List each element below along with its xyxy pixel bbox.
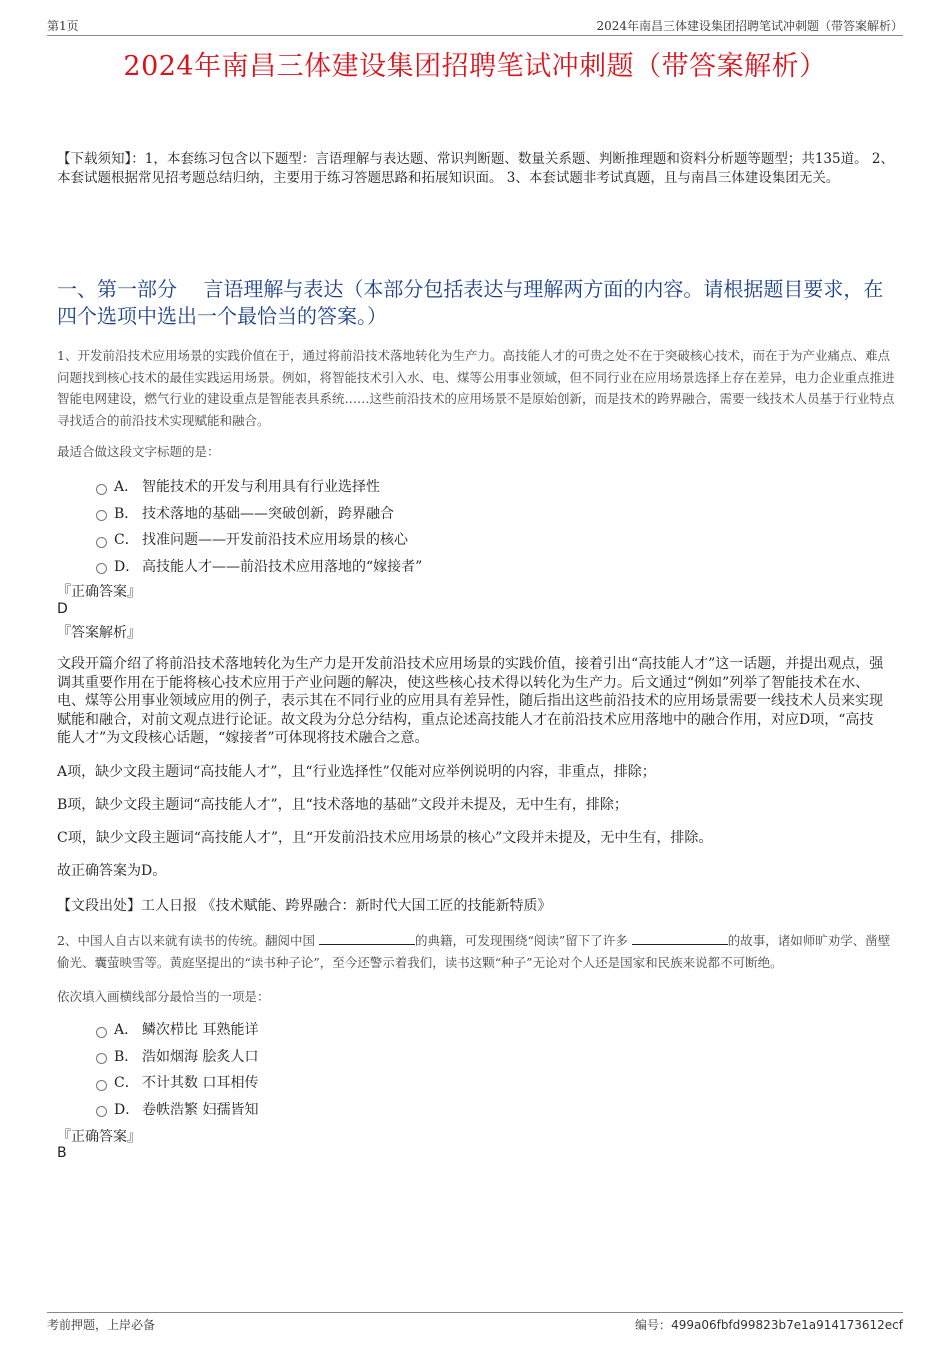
analysis-text: 文段开篇介绍了将前沿技术落地转化为生产力是开发前沿技术应用场景的实践价值，接着引出“高技能人才”这一话题，并提出观点，强调其重要作用在于能将核心技术应用于产业问题的解决，使这些核心技术得以转化为生产力。后文通过“例如”列举了智能技术在水、电、煤等公用事业领域应用的例子，表示其在不同行业的应用具有差异性，随后指出这些前沿技术的应用场景需要一线技术人员来实现赋能和融合，对前文观点进行论证。故文段为分总分结构，重点论述高技能人才在前沿技术应用落地中的融合作用，对应D项，“高技能人才”为文段核心话题，“嫁接者”可体现将技术融合之意。 bbox=[57, 656, 884, 747]
radio-icon[interactable] bbox=[96, 537, 107, 548]
fill-blank-1 bbox=[319, 932, 415, 945]
question-2-text-part3: 的故事，诸如师旷劝学、凿壁偷光、囊萤映雪等。黄庭坚提出的“读书种子论”，至今还警示着我们，读书这颗“种子”无论对个人还是国家和民族来说都不可断绝。 bbox=[57, 933, 891, 970]
radio-icon[interactable] bbox=[96, 1027, 107, 1038]
document-code-value: 499a06fbfd99823b7e1a914173612ecf bbox=[671, 1318, 903, 1332]
analysis-label: 『答案解析』 bbox=[57, 625, 141, 641]
page-footer bbox=[47, 1312, 903, 1333]
analysis-text: 故正确答案为D。 bbox=[57, 863, 167, 879]
option-text: 技术落地的基础——突破创新，跨界融合 bbox=[142, 505, 394, 522]
analysis-option-c bbox=[57, 829, 885, 848]
option-text: 高技能人才——前沿技术应用落地的“嫁接者” bbox=[142, 558, 423, 575]
document-code bbox=[635, 1316, 903, 1333]
radio-icon[interactable] bbox=[96, 1053, 107, 1064]
option-text: 浩如烟海 脍炙人口 bbox=[142, 1048, 259, 1065]
radio-icon[interactable] bbox=[96, 1080, 107, 1091]
option-c[interactable] bbox=[96, 1069, 258, 1096]
option-letter: C． bbox=[114, 1075, 139, 1092]
analysis-option-a bbox=[57, 763, 885, 782]
option-text: 鳞次栉比 耳熟能详 bbox=[142, 1022, 259, 1039]
option-letter: A． bbox=[114, 479, 139, 496]
analysis-text: B项，缺少文段主题词“高技能人才”，且“技术落地的基础”文段并未提及，无中生有，排除； bbox=[57, 797, 628, 813]
option-letter: B． bbox=[114, 505, 139, 522]
question-1-prompt: 最适合做这段文字标题的是： bbox=[57, 444, 220, 459]
document-title: 2024年南昌三体建设集团招聘笔试冲刺题（带答案解析） bbox=[123, 51, 827, 82]
option-d[interactable] bbox=[96, 553, 422, 580]
footer-slogan: 考前押题，上岸必备 bbox=[47, 1318, 156, 1332]
download-notice: 【下载须知】：1，本套练习包含以下题型：言语理解与表达题、常识判断题、数量关系题、判断推理题和资料分析题等题型；共135道。 2、本套试题根据常见招考题总结归纳，主要用于练习答题思路和拓展知识面。 3、本套试题非考试真题，且与南昌三体建设集团无关。 bbox=[57, 151, 894, 186]
option-letter: D． bbox=[114, 1101, 140, 1118]
passage-source bbox=[57, 897, 885, 916]
radio-icon[interactable] bbox=[96, 563, 107, 574]
fill-blank-2 bbox=[632, 932, 728, 945]
option-letter: D． bbox=[114, 558, 140, 575]
radio-icon[interactable] bbox=[96, 510, 107, 521]
question-2-text bbox=[57, 930, 902, 973]
running-title: 2024年南昌三体建设集团招聘笔试冲刺题（带答案解析） bbox=[596, 19, 903, 33]
option-text: 不计其数 口耳相传 bbox=[142, 1075, 259, 1092]
question-2-text-part2: 的典籍，可发现围绕“阅读”留下了许多 bbox=[414, 933, 632, 948]
question-1-text: 1、开发前沿技术应用场景的实践价值在于，通过将前沿技术落地转化为生产力。高技能人才的可贵之处不在于突破核心技术，而在于为产业痛点、难点问题找到核心技术的最佳实践运用场景。例如，将智能技术引入水、电、煤等公用事业领域，但不同行业在应用场景选择上存在差异，电力企业重点推进智能电网建设，燃气行业的建设重点是智能表具系统……这些前沿技术的应用场景不是原始创新，而是技术的跨界融合，需要一线技术人员基于行业特点寻找适合的前沿技术实现赋能和融合。 bbox=[57, 348, 895, 428]
analysis-option-b bbox=[57, 796, 885, 815]
option-a[interactable] bbox=[96, 1016, 258, 1043]
analysis-text: 【文段出处】工人日报 《技术赋能、跨界融合：新时代大国工匠的技能新特质》 bbox=[57, 898, 552, 914]
radio-icon[interactable] bbox=[96, 1106, 107, 1117]
answer-label: 『正确答案』 bbox=[57, 584, 141, 600]
question-1-options bbox=[96, 473, 422, 579]
section-title: 一、第一部分 言语理解与表达（本部分包括表达与理解两方面的内容。请根据题目要求，在四个选项中选出一个最恰当的答案。） bbox=[57, 277, 884, 328]
correct-answer: B bbox=[57, 1145, 67, 1161]
answer-label: 『正确答案』 bbox=[57, 1129, 141, 1145]
option-a[interactable] bbox=[96, 473, 422, 500]
option-d[interactable] bbox=[96, 1096, 258, 1123]
option-text: 卷帙浩繁 妇孺皆知 bbox=[142, 1101, 259, 1118]
question-2-prompt: 依次填入画横线部分最恰当的一项是： bbox=[57, 989, 270, 1004]
option-letter: C． bbox=[114, 532, 139, 549]
option-text: 智能技术的开发与利用具有行业选择性 bbox=[142, 479, 380, 496]
page-number: 第1页 bbox=[47, 19, 79, 33]
option-letter: B． bbox=[114, 1048, 139, 1065]
question-2-options bbox=[96, 1016, 258, 1122]
option-b[interactable] bbox=[96, 1043, 258, 1070]
option-letter: A． bbox=[114, 1022, 139, 1039]
option-b[interactable] bbox=[96, 500, 422, 527]
page-header bbox=[47, 14, 903, 36]
radio-icon[interactable] bbox=[96, 484, 107, 495]
question-2-text-part1: 2、中国人自古以来就有读书的传统。翻阅中国 bbox=[57, 933, 319, 948]
analysis-text: A项，缺少文段主题词“高技能人才”，且“行业选择性”仅能对应举例说明的内容，非重点，排除； bbox=[57, 764, 656, 780]
option-c[interactable] bbox=[96, 526, 422, 553]
analysis-conclusion bbox=[57, 862, 885, 881]
correct-answer: D bbox=[57, 601, 68, 617]
analysis-text: C项，缺少文段主题词“高技能人才”，且“开发前沿技术应用场景的核心”文段并未提及，无中生有，排除。 bbox=[57, 830, 713, 846]
document-code-label: 编号： bbox=[635, 1318, 672, 1332]
option-text: 找准问题——开发前沿技术应用场景的核心 bbox=[142, 532, 408, 549]
analysis-paragraph-main bbox=[57, 655, 885, 748]
